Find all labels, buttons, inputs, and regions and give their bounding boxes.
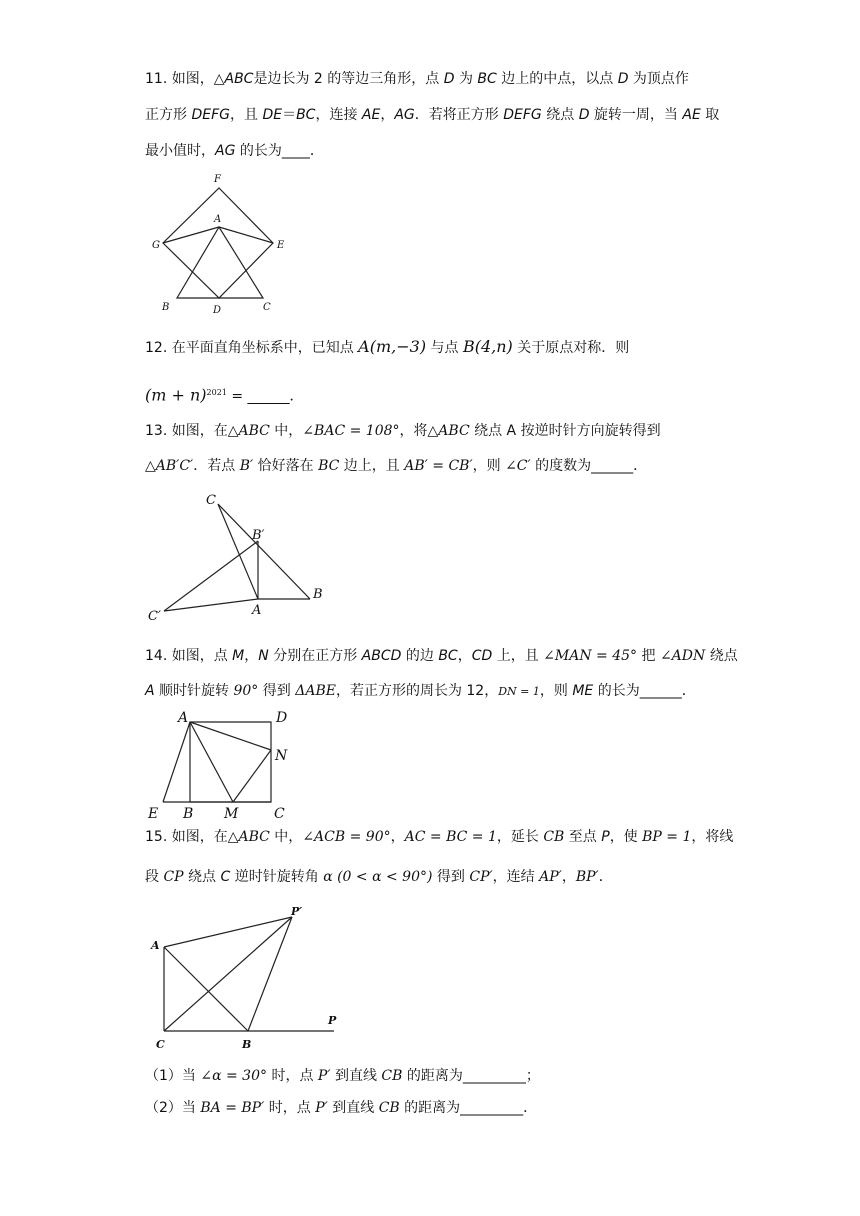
label-n: N (275, 748, 288, 764)
text: ， (244, 648, 259, 664)
math-point-a: A(m,−3) (358, 337, 427, 356)
label-d: D (276, 710, 288, 726)
text: 最小值时， (145, 143, 215, 159)
segment-ab (164, 947, 248, 1031)
text: 与点 (426, 340, 463, 356)
text: 得到 (432, 869, 470, 885)
text: 为顶点作 (628, 71, 689, 87)
problem-number: 12. (145, 340, 168, 356)
text: （1）当 (145, 1068, 201, 1084)
math: BC (477, 71, 497, 87)
math: P′ (315, 1100, 328, 1116)
text: 的度数为 (530, 458, 592, 474)
problem-12-line-2 (145, 382, 304, 408)
problem-number: 13. (145, 423, 168, 439)
text: 得到 (258, 683, 296, 699)
label-p-prime: P′ (291, 905, 303, 918)
text: 关于原点对称．则 (512, 340, 630, 356)
problem-number: 14. (145, 648, 168, 664)
problem-13-line-2 (145, 455, 647, 477)
text: 至点 (564, 829, 602, 845)
math: ∠ACB = 90° (302, 829, 391, 845)
text: ．若点 (193, 458, 240, 474)
math: AG (215, 143, 236, 159)
segment-cp-prime (164, 917, 292, 1031)
text: ， (380, 107, 395, 123)
text: ，若正方形的周长为 12， (335, 683, 499, 699)
problem-15-figure (140, 900, 350, 1055)
problem-15-line-2 (145, 866, 613, 888)
label-c: C (206, 493, 216, 508)
problem-number: 11. (145, 71, 168, 87)
problem-14-line-2 (145, 680, 696, 703)
math: DEFG (503, 107, 542, 123)
math: ΔABE (295, 683, 336, 699)
text: 到直线 (327, 1100, 379, 1116)
math: AE (361, 107, 381, 123)
math: AE (682, 107, 701, 123)
problem-15-line-1 (145, 826, 733, 848)
label-b: B (183, 806, 194, 822)
text: ． (523, 1100, 538, 1116)
problem-11-line-1 (145, 68, 689, 90)
math: ∠ADN (659, 648, 706, 664)
text: 如图，点 (171, 648, 233, 664)
label-b: B (162, 302, 170, 313)
text: 边上的中点，以点 (496, 71, 618, 87)
label-a: A (214, 214, 222, 225)
text: 正方形 (145, 107, 192, 123)
text: 的距离为 (399, 1100, 461, 1116)
math: C (220, 869, 231, 885)
text: 顺时针旋转 (154, 683, 234, 699)
math: CD (471, 648, 493, 664)
segment-mn (233, 750, 271, 802)
math: ABCD (361, 648, 402, 664)
math: ∠α = 30° (200, 1068, 267, 1084)
label-a: A (252, 603, 262, 618)
math: △ABC (213, 71, 254, 87)
text: 分别在正方形 (268, 648, 362, 664)
text: 的长为 (235, 143, 282, 159)
math-exponent: 2021 (206, 388, 227, 397)
label-b: B (313, 587, 323, 602)
label-a: A (151, 939, 160, 952)
text: 时，点 (264, 1100, 316, 1116)
label-b: B (242, 1038, 252, 1051)
segment-ea (163, 722, 190, 802)
math: CB (543, 829, 565, 845)
segment-bp-prime (248, 917, 292, 1031)
text: 时，点 (267, 1068, 318, 1084)
problem-15-sub-1 (145, 1065, 540, 1087)
math-equals: = (226, 388, 248, 405)
text: 到直线 (330, 1068, 382, 1084)
problem-11-line-2 (145, 104, 719, 126)
text: 是边长为 2 的等边三角形，点 (253, 71, 444, 87)
text: 如图，在 (171, 423, 228, 439)
text: ； (525, 1068, 540, 1084)
text: 中， (269, 829, 303, 845)
text: 如图， (171, 71, 214, 87)
text: ，则 (472, 458, 506, 474)
square-abcd (190, 722, 271, 802)
segment-ca (218, 504, 258, 599)
text: ，且 (229, 107, 263, 123)
problem-number: 15. (145, 829, 168, 845)
triangle-abc (177, 227, 263, 298)
text: ，连接 (315, 107, 362, 123)
label-f: F (214, 174, 221, 185)
problem-14-line-1 (145, 645, 738, 667)
math: CB (381, 1068, 403, 1084)
label-b-prime: B′ (252, 528, 265, 543)
segment-cb (218, 504, 310, 599)
math: M (232, 648, 245, 664)
math-point-b: B(4,n) (462, 337, 513, 356)
math: CP′ (469, 869, 493, 885)
math: DN = 1 (498, 685, 540, 698)
math: DEFG (191, 107, 230, 123)
math: CP (163, 869, 184, 885)
math: BC (318, 458, 340, 474)
text: ． (681, 683, 696, 699)
math: AC = BC = 1 (404, 829, 497, 845)
label-c-prime: C′ (148, 609, 161, 624)
square-defg (163, 188, 273, 298)
label-p: P (328, 1014, 337, 1027)
math: AG (394, 107, 415, 123)
label-m: M (224, 806, 239, 822)
math: P′ (317, 1068, 331, 1084)
text: 恰好落在 (253, 458, 319, 474)
math: △ABC (227, 829, 270, 845)
problem-15-sub-2 (145, 1097, 537, 1119)
math: CB (378, 1100, 400, 1116)
label-c: C (263, 302, 271, 313)
problem-11-line-3 (145, 140, 324, 162)
math: 90° (233, 683, 259, 699)
answer-blank: _________ (460, 1100, 524, 1116)
text: 如图，在 (171, 829, 228, 845)
text: ， (561, 869, 576, 885)
label-c: C (156, 1038, 165, 1051)
problem-11-figure (140, 170, 310, 320)
label-e: E (148, 806, 159, 822)
math: ∠C′ (505, 458, 531, 474)
text: ，将 (399, 423, 428, 439)
math: α (0 < α < 90°) (323, 869, 433, 885)
text: 把 (637, 648, 660, 664)
text: 绕点 (541, 107, 579, 123)
text: 段 (145, 869, 164, 885)
text: 的长为 (593, 683, 640, 699)
math: ∠MAN = 45° (543, 648, 638, 664)
text: ，连结 (492, 869, 540, 885)
text: 旋转一周，当 (589, 107, 683, 123)
label-c: C (274, 806, 285, 822)
math: △ABC (427, 423, 470, 439)
math: AP′ (539, 869, 562, 885)
text: 绕点 A 按逆时针方向旋转得到 (469, 423, 661, 439)
math: ∠BAC = 108° (302, 423, 400, 439)
math: BC (438, 648, 458, 664)
text: （2）当 (145, 1100, 201, 1116)
text: ． (633, 458, 648, 474)
text: ，将线 (691, 829, 734, 845)
problem-12-line-1 (145, 336, 629, 359)
math: ME (572, 683, 594, 699)
answer-blank: ______ (247, 388, 290, 405)
math: D (617, 71, 629, 87)
text: 上，且 (492, 648, 544, 664)
problem-13-figure (140, 490, 340, 630)
answer-blank: _________ (462, 1068, 526, 1084)
label-a: A (178, 710, 189, 726)
label-e: E (277, 240, 285, 251)
text: ． (309, 143, 324, 159)
math: △AB′C′ (145, 458, 194, 474)
text: ，延长 (496, 829, 544, 845)
math: BA = BP′ (200, 1100, 265, 1116)
text: 为 (454, 71, 478, 87)
text: 边上，且 (339, 458, 405, 474)
text: ，则 (539, 683, 573, 699)
math: AB′ = CB′ (404, 458, 473, 474)
text: 在平面直角坐标系中，已知点 (171, 340, 359, 356)
answer-blank: ______ (591, 458, 634, 474)
segment-ap-prime (164, 917, 292, 947)
math: D (443, 71, 455, 87)
math: P (601, 829, 610, 845)
text: 中， (269, 423, 303, 439)
text: 的距离为 (402, 1068, 463, 1084)
text: ，使 (609, 829, 643, 845)
text: ＝ (282, 107, 297, 123)
problem-14-figure (140, 705, 310, 825)
text: ， (457, 648, 472, 664)
label-g: G (152, 240, 160, 251)
math: BP = 1 (642, 829, 692, 845)
math: A (145, 683, 155, 699)
math: N (258, 648, 269, 664)
math: △ABC (227, 423, 270, 439)
text: ． (289, 388, 304, 405)
math-expression: (m + n) (145, 385, 207, 405)
math: DE (262, 107, 283, 123)
text: ． (598, 869, 613, 885)
math: BP′ (575, 869, 599, 885)
problem-13-line-1 (145, 420, 661, 442)
text: ．若将正方形 (414, 107, 504, 123)
text: 取 (700, 107, 720, 123)
text: 逆时针旋转角 (230, 869, 324, 885)
text: 绕点 (183, 869, 221, 885)
text: 的边 (401, 648, 439, 664)
math: BC (296, 107, 316, 123)
label-d: D (213, 305, 222, 316)
text: ， (390, 829, 405, 845)
math: B′ (239, 458, 254, 474)
math: D (578, 107, 590, 123)
text: 绕点 (705, 648, 738, 664)
answer-blank: ______ (639, 683, 682, 699)
answer-blank: ____ (281, 143, 310, 159)
